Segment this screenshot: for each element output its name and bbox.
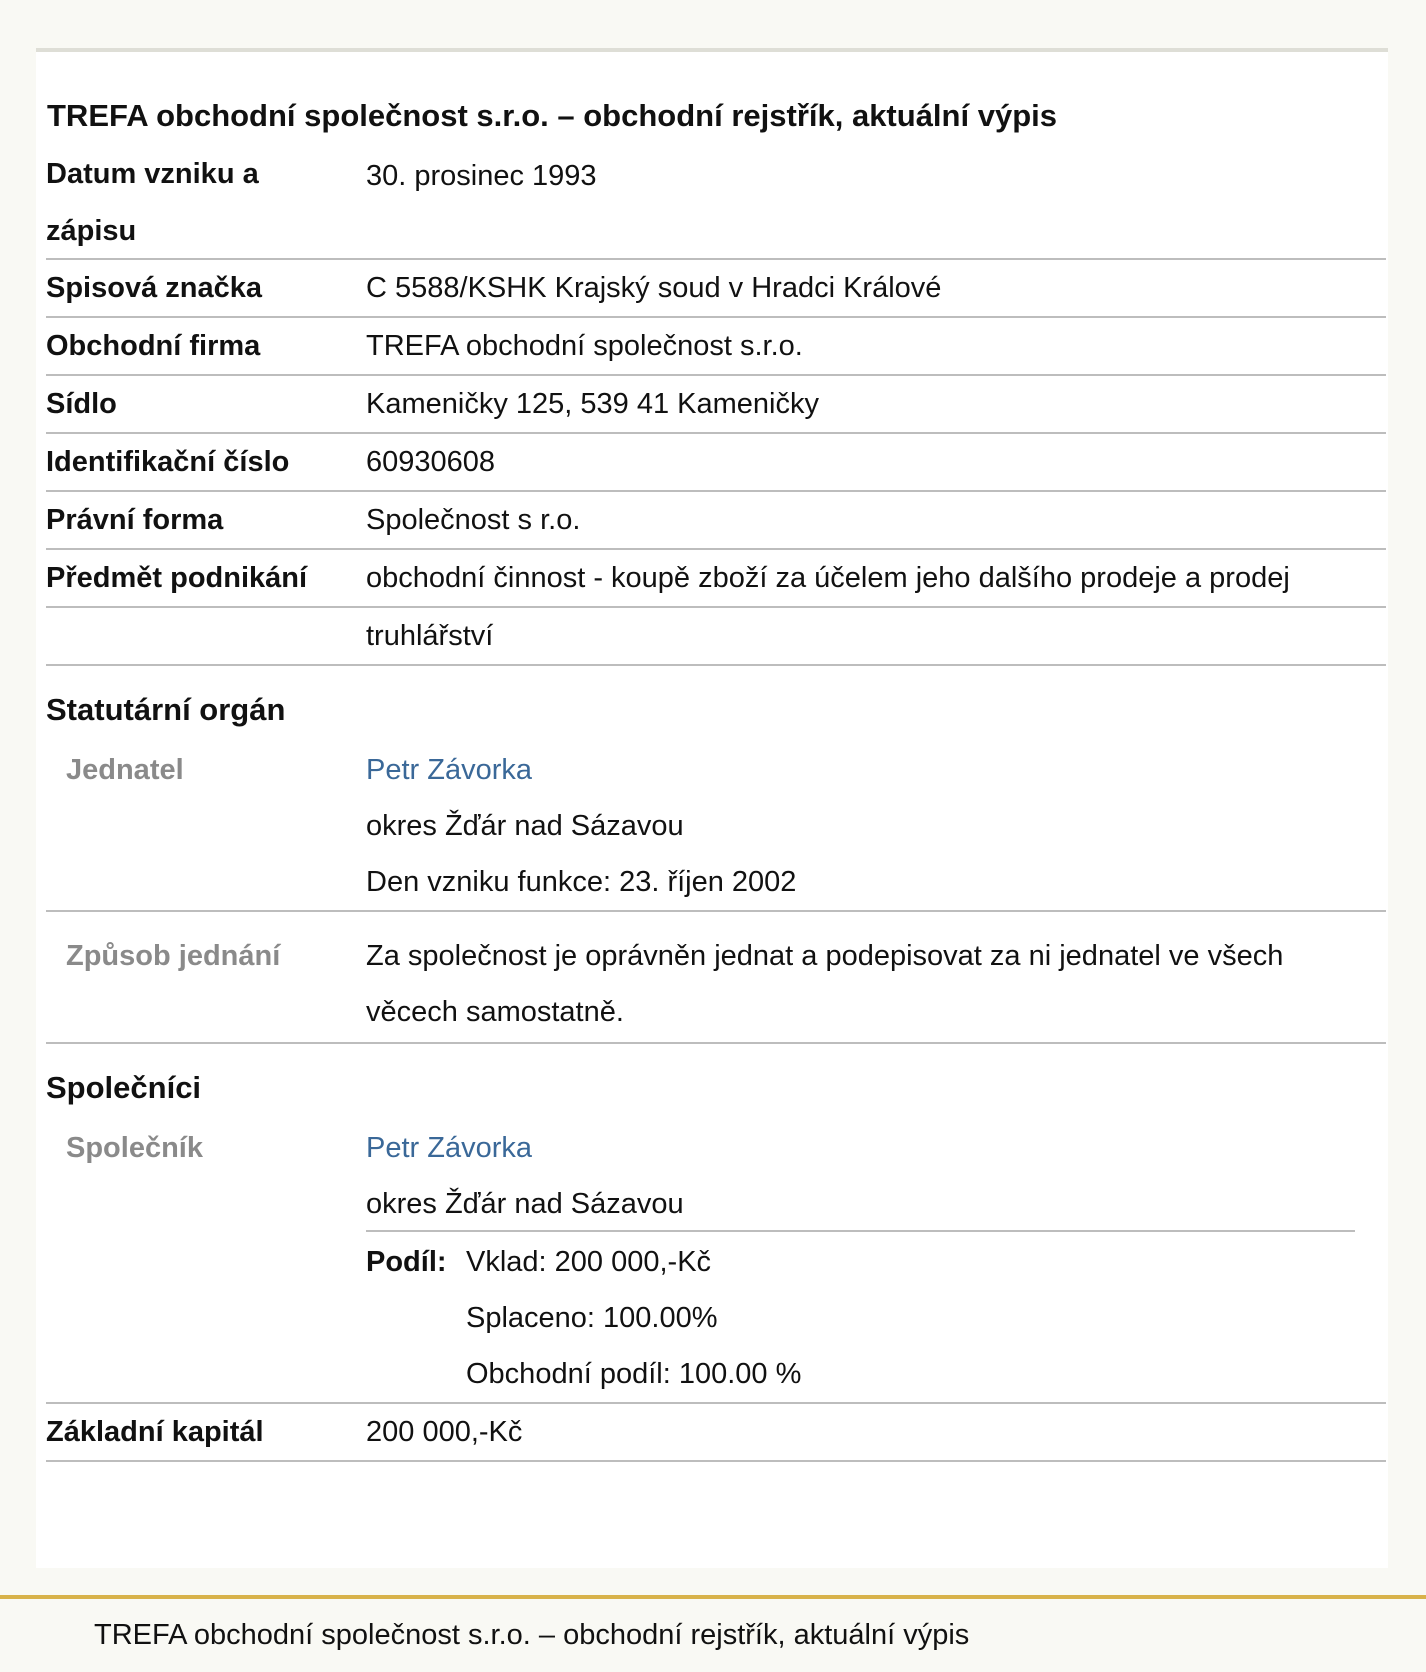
person-district: okres Žďár nad Sázavou — [366, 1188, 684, 1220]
row-sidlo — [46, 374, 1386, 432]
podil-label: Podíl: — [366, 1246, 447, 1278]
row-zakladni-kapital — [46, 1402, 1386, 1460]
row-label: Způsob jednání — [66, 940, 281, 972]
row-obchodni-firma — [46, 316, 1386, 374]
row-label: Právní forma — [46, 504, 224, 536]
row-label-line: zápisu — [46, 215, 137, 247]
row-label: Spisová značka — [46, 272, 262, 304]
row-label-line: Datum vzniku a — [46, 158, 259, 190]
row-label: Základní kapitál — [46, 1416, 264, 1448]
row-podil — [46, 1234, 1386, 1402]
row-label: Jednatel — [66, 754, 184, 786]
value-line: Za společnost je oprávněn jednat a podepisovat za ni jednatel ve všech — [366, 940, 1284, 972]
person-link[interactable]: Petr Závorka — [366, 754, 532, 786]
row-value: 30. prosinec 1993 — [366, 160, 597, 192]
function-start-date: Den vzniku funkce: 23. říjen 2002 — [366, 866, 797, 898]
row-predmet-podnikani-2 — [46, 606, 1386, 664]
vklad-value: Vklad: 200 000,-Kč — [466, 1246, 712, 1278]
section-heading-spolecnici: Společníci — [46, 1070, 202, 1105]
divider — [46, 1460, 1386, 1462]
row-label: Identifikační číslo — [46, 446, 290, 478]
row-value: TREFA obchodní společnost s.r.o. — [366, 330, 803, 362]
row-label: Sídlo — [46, 388, 117, 420]
splaceno-value: Splaceno: 100.00% — [466, 1302, 718, 1334]
register-extract-card — [36, 48, 1388, 1568]
row-value: 60930608 — [366, 446, 496, 478]
row-value: C 5588/KSHK Krajský soud v Hradci Králové — [366, 272, 942, 304]
row-value: obchodní činnost - koupě zboží za účelem jeho dalšího prodeje a prodej — [366, 562, 1290, 594]
obchodni-podil-value: Obchodní podíl: 100.00 % — [466, 1358, 802, 1390]
divider — [46, 1042, 1386, 1044]
row-value — [366, 928, 1283, 1040]
row-label — [46, 146, 259, 260]
row-value: 200 000,-Kč — [366, 1416, 523, 1448]
row-value — [366, 742, 796, 910]
footer-title: TREFA obchodní společnost s.r.o. – obchodní rejstřík, aktuální výpis — [94, 1619, 970, 1651]
value-line: věcech samostatně. — [366, 996, 624, 1028]
row-zpusob-jednani — [46, 910, 1386, 1044]
podil-values — [466, 1234, 801, 1402]
row-value: Společnost s r.o. — [366, 504, 581, 536]
person-link[interactable]: Petr Závorka — [366, 1132, 532, 1164]
row-value: Kameničky 125, 539 41 Kameničky — [366, 388, 819, 420]
divider — [46, 664, 1386, 666]
row-datum-vzniku — [46, 146, 1386, 258]
inner-divider — [366, 1230, 1355, 1232]
row-spisova-znacka — [46, 258, 1386, 316]
section-heading-statutarni-organ: Statutární orgán — [46, 692, 286, 727]
row-identifikacni-cislo — [46, 432, 1386, 490]
row-label: Obchodní firma — [46, 330, 261, 362]
row-spolecnik — [46, 1120, 1386, 1232]
row-pravni-forma — [46, 490, 1386, 548]
row-label: Společník — [66, 1132, 203, 1164]
footer — [0, 1595, 1426, 1672]
row-predmet-podnikani — [46, 548, 1386, 606]
row-label: Předmět podnikání — [46, 562, 308, 594]
row-jednatel — [46, 742, 1386, 910]
row-value — [366, 1120, 684, 1232]
page-title: TREFA obchodní společnost s.r.o. – obchodní rejstřík, aktuální výpis — [47, 98, 1057, 133]
row-value: truhlářství — [366, 620, 494, 652]
person-district: okres Žďár nad Sázavou — [366, 810, 684, 842]
